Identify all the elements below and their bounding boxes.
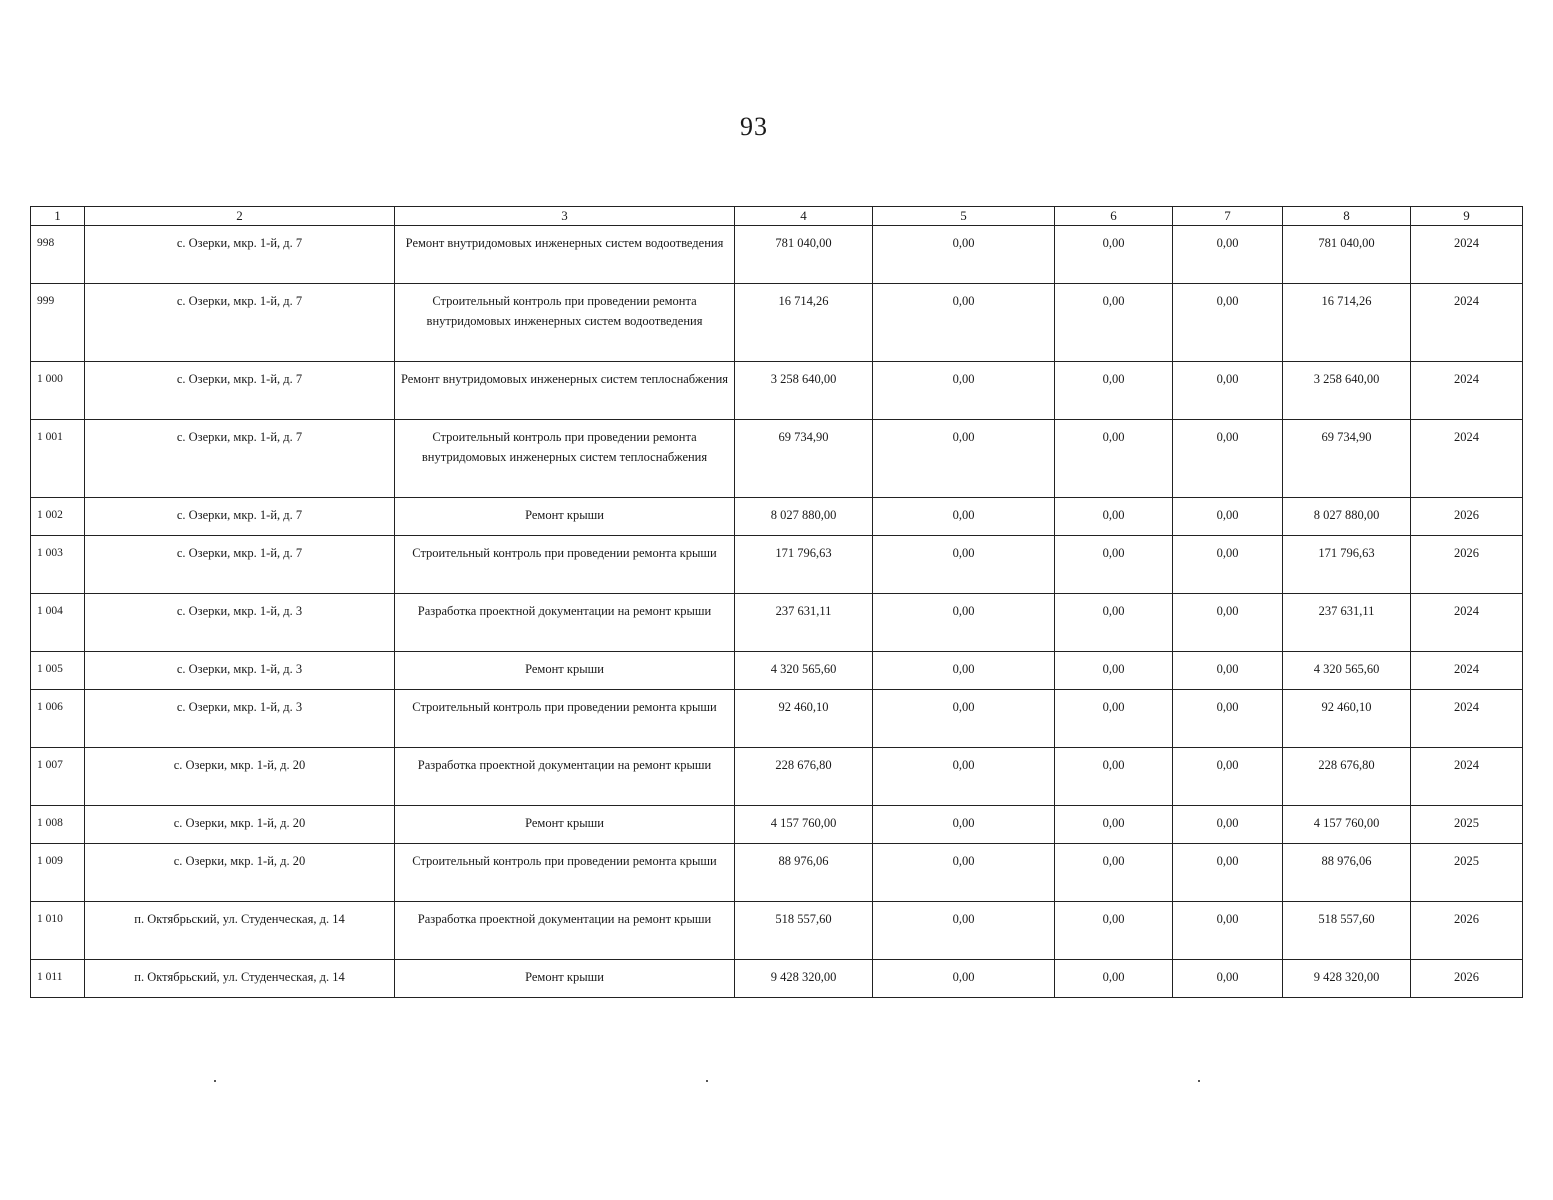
- cost-col7-cell: 0,00: [1173, 844, 1283, 902]
- cost-total-cell: 228 676,80: [735, 748, 873, 806]
- work-type-cell: Строительный контроль при проведении ремонта внутридомовых инженерных систем водоотведения: [395, 284, 735, 362]
- cost-col5-cell: 0,00: [873, 806, 1055, 844]
- year-cell: 2026: [1411, 536, 1523, 594]
- cost-total-cell: 518 557,60: [735, 902, 873, 960]
- table-row: [31, 748, 1523, 806]
- address-cell: с. Озерки, мкр. 1-й, д. 7: [85, 226, 395, 284]
- cost-col8-cell: 9 428 320,00: [1283, 960, 1411, 998]
- row-number: 1 002: [31, 498, 85, 536]
- cost-total-cell: 237 631,11: [735, 594, 873, 652]
- work-type-cell: Ремонт крыши: [395, 806, 735, 844]
- cost-col6-cell: 0,00: [1055, 844, 1173, 902]
- cost-total-cell: 16 714,26: [735, 284, 873, 362]
- work-type-cell: Ремонт внутридомовых инженерных систем теплоснабжения: [395, 362, 735, 420]
- cost-col8-cell: 228 676,80: [1283, 748, 1411, 806]
- address-cell: с. Озерки, мкр. 1-й, д. 3: [85, 690, 395, 748]
- table-row: [31, 652, 1523, 690]
- cost-col5-cell: 0,00: [873, 652, 1055, 690]
- cost-col6-cell: 0,00: [1055, 748, 1173, 806]
- cost-col7-cell: 0,00: [1173, 960, 1283, 998]
- year-cell: 2024: [1411, 420, 1523, 498]
- work-type-cell: Строительный контроль при проведении ремонта крыши: [395, 844, 735, 902]
- cost-col7-cell: 0,00: [1173, 748, 1283, 806]
- work-type-cell: Строительный контроль при проведении ремонта крыши: [395, 536, 735, 594]
- cost-col6-cell: 0,00: [1055, 420, 1173, 498]
- cost-col6-cell: 0,00: [1055, 960, 1173, 998]
- scan-speck: [1198, 1080, 1200, 1082]
- cost-col7-cell: 0,00: [1173, 652, 1283, 690]
- cost-total-cell: 171 796,63: [735, 536, 873, 594]
- cost-col6-cell: 0,00: [1055, 806, 1173, 844]
- repair-schedule-table: [30, 206, 1523, 998]
- address-cell: с. Озерки, мкр. 1-й, д. 7: [85, 498, 395, 536]
- address-cell: с. Озерки, мкр. 1-й, д. 20: [85, 844, 395, 902]
- cost-col8-cell: 69 734,90: [1283, 420, 1411, 498]
- year-cell: 2024: [1411, 690, 1523, 748]
- row-number: 999: [31, 284, 85, 362]
- cost-col5-cell: 0,00: [873, 420, 1055, 498]
- address-cell: с. Озерки, мкр. 1-й, д. 20: [85, 806, 395, 844]
- row-number: 1 009: [31, 844, 85, 902]
- address-cell: с. Озерки, мкр. 1-й, д. 7: [85, 420, 395, 498]
- cost-col6-cell: 0,00: [1055, 362, 1173, 420]
- cost-col8-cell: 3 258 640,00: [1283, 362, 1411, 420]
- row-number: 1 003: [31, 536, 85, 594]
- cost-total-cell: 9 428 320,00: [735, 960, 873, 998]
- address-cell: п. Октябрьский, ул. Студенческая, д. 14: [85, 902, 395, 960]
- address-cell: п. Октябрьский, ул. Студенческая, д. 14: [85, 960, 395, 998]
- column-header: 8: [1283, 207, 1411, 226]
- year-cell: 2024: [1411, 226, 1523, 284]
- cost-col8-cell: 171 796,63: [1283, 536, 1411, 594]
- address-cell: с. Озерки, мкр. 1-й, д. 7: [85, 362, 395, 420]
- table-row: [31, 806, 1523, 844]
- row-number: 1 005: [31, 652, 85, 690]
- row-number: 1 004: [31, 594, 85, 652]
- cost-col8-cell: 88 976,06: [1283, 844, 1411, 902]
- cost-col6-cell: 0,00: [1055, 690, 1173, 748]
- cost-col5-cell: 0,00: [873, 960, 1055, 998]
- year-cell: 2026: [1411, 902, 1523, 960]
- address-cell: с. Озерки, мкр. 1-й, д. 7: [85, 284, 395, 362]
- cost-col6-cell: 0,00: [1055, 498, 1173, 536]
- cost-total-cell: 4 320 565,60: [735, 652, 873, 690]
- row-number: 998: [31, 226, 85, 284]
- cost-col8-cell: 92 460,10: [1283, 690, 1411, 748]
- row-number: 1 000: [31, 362, 85, 420]
- cost-col6-cell: 0,00: [1055, 284, 1173, 362]
- cost-col6-cell: 0,00: [1055, 652, 1173, 690]
- work-type-cell: Ремонт крыши: [395, 652, 735, 690]
- cost-col5-cell: 0,00: [873, 748, 1055, 806]
- address-cell: с. Озерки, мкр. 1-й, д. 20: [85, 748, 395, 806]
- cost-total-cell: 69 734,90: [735, 420, 873, 498]
- cost-total-cell: 88 976,06: [735, 844, 873, 902]
- year-cell: 2026: [1411, 960, 1523, 998]
- table-row: [31, 536, 1523, 594]
- cost-col8-cell: 8 027 880,00: [1283, 498, 1411, 536]
- cost-col5-cell: 0,00: [873, 362, 1055, 420]
- row-number: 1 006: [31, 690, 85, 748]
- cost-col7-cell: 0,00: [1173, 594, 1283, 652]
- table-row: [31, 902, 1523, 960]
- table-row: [31, 284, 1523, 362]
- table-row: [31, 844, 1523, 902]
- cost-col6-cell: 0,00: [1055, 594, 1173, 652]
- table-row: [31, 498, 1523, 536]
- cost-col7-cell: 0,00: [1173, 284, 1283, 362]
- cost-col5-cell: 0,00: [873, 690, 1055, 748]
- year-cell: 2024: [1411, 748, 1523, 806]
- cost-total-cell: 3 258 640,00: [735, 362, 873, 420]
- table-row: [31, 420, 1523, 498]
- cost-col8-cell: 518 557,60: [1283, 902, 1411, 960]
- cost-col8-cell: 4 157 760,00: [1283, 806, 1411, 844]
- year-cell: 2024: [1411, 652, 1523, 690]
- work-type-cell: Разработка проектной документации на ремонт крыши: [395, 594, 735, 652]
- cost-col5-cell: 0,00: [873, 594, 1055, 652]
- cost-col7-cell: 0,00: [1173, 498, 1283, 536]
- cost-col5-cell: 0,00: [873, 284, 1055, 362]
- row-number: 1 001: [31, 420, 85, 498]
- cost-col7-cell: 0,00: [1173, 806, 1283, 844]
- cost-col7-cell: 0,00: [1173, 362, 1283, 420]
- cost-col5-cell: 0,00: [873, 902, 1055, 960]
- cost-col5-cell: 0,00: [873, 844, 1055, 902]
- address-cell: с. Озерки, мкр. 1-й, д. 3: [85, 652, 395, 690]
- cost-col5-cell: 0,00: [873, 536, 1055, 594]
- work-type-cell: Строительный контроль при проведении ремонта крыши: [395, 690, 735, 748]
- cost-col5-cell: 0,00: [873, 226, 1055, 284]
- cost-col6-cell: 0,00: [1055, 536, 1173, 594]
- year-cell: 2024: [1411, 284, 1523, 362]
- cost-col8-cell: 4 320 565,60: [1283, 652, 1411, 690]
- table-row: [31, 362, 1523, 420]
- year-cell: 2025: [1411, 844, 1523, 902]
- cost-total-cell: 92 460,10: [735, 690, 873, 748]
- table-row: [31, 594, 1523, 652]
- cost-col6-cell: 0,00: [1055, 226, 1173, 284]
- row-number: 1 008: [31, 806, 85, 844]
- column-header: 7: [1173, 207, 1283, 226]
- cost-col6-cell: 0,00: [1055, 902, 1173, 960]
- work-type-cell: Строительный контроль при проведении ремонта внутридомовых инженерных систем теплоснабжения: [395, 420, 735, 498]
- cost-total-cell: 781 040,00: [735, 226, 873, 284]
- table-row: [31, 690, 1523, 748]
- row-number: 1 011: [31, 960, 85, 998]
- address-cell: с. Озерки, мкр. 1-й, д. 3: [85, 594, 395, 652]
- work-type-cell: Ремонт внутридомовых инженерных систем водоотведения: [395, 226, 735, 284]
- column-number-row: [31, 207, 1523, 226]
- column-header: 4: [735, 207, 873, 226]
- work-type-cell: Ремонт крыши: [395, 498, 735, 536]
- cost-col8-cell: 16 714,26: [1283, 284, 1411, 362]
- cost-col7-cell: 0,00: [1173, 420, 1283, 498]
- cost-total-cell: 4 157 760,00: [735, 806, 873, 844]
- table-row: [31, 226, 1523, 284]
- scan-speck: [214, 1080, 216, 1082]
- column-header: 5: [873, 207, 1055, 226]
- row-number: 1 010: [31, 902, 85, 960]
- year-cell: 2025: [1411, 806, 1523, 844]
- cost-col7-cell: 0,00: [1173, 226, 1283, 284]
- cost-total-cell: 8 027 880,00: [735, 498, 873, 536]
- column-header: 3: [395, 207, 735, 226]
- cost-col7-cell: 0,00: [1173, 690, 1283, 748]
- table-row: [31, 960, 1523, 998]
- column-header: 9: [1411, 207, 1523, 226]
- cost-col8-cell: 237 631,11: [1283, 594, 1411, 652]
- year-cell: 2026: [1411, 498, 1523, 536]
- page-number: 93: [740, 112, 768, 141]
- column-header: 6: [1055, 207, 1173, 226]
- address-cell: с. Озерки, мкр. 1-й, д. 7: [85, 536, 395, 594]
- work-type-cell: Разработка проектной документации на ремонт крыши: [395, 902, 735, 960]
- row-number: 1 007: [31, 748, 85, 806]
- year-cell: 2024: [1411, 362, 1523, 420]
- cost-col8-cell: 781 040,00: [1283, 226, 1411, 284]
- work-type-cell: Разработка проектной документации на ремонт крыши: [395, 748, 735, 806]
- cost-col7-cell: 0,00: [1173, 902, 1283, 960]
- column-header: 1: [31, 207, 85, 226]
- year-cell: 2024: [1411, 594, 1523, 652]
- column-header: 2: [85, 207, 395, 226]
- cost-col7-cell: 0,00: [1173, 536, 1283, 594]
- cost-col5-cell: 0,00: [873, 498, 1055, 536]
- work-type-cell: Ремонт крыши: [395, 960, 735, 998]
- scan-speck: [706, 1080, 708, 1082]
